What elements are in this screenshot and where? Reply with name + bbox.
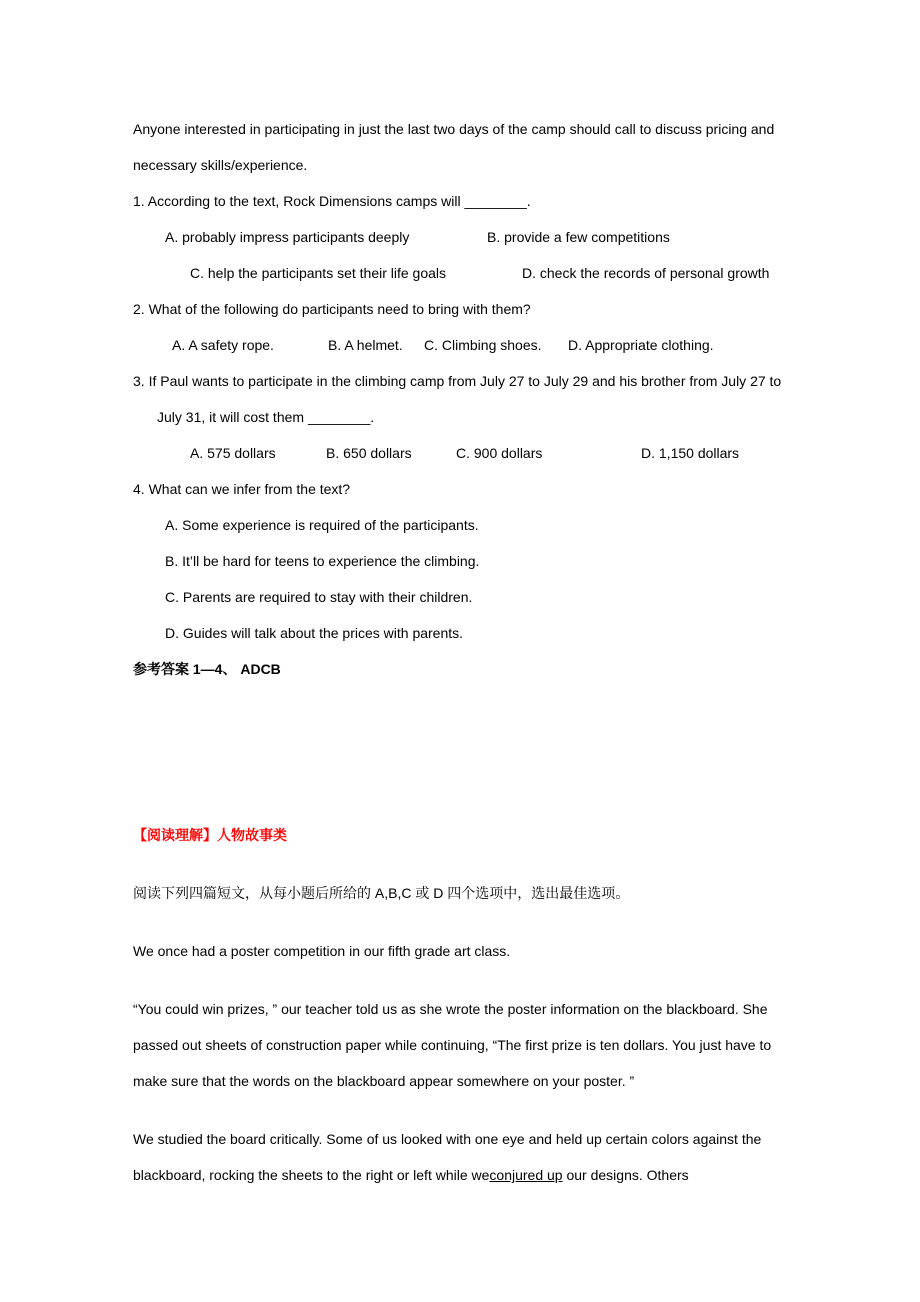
question-1-option-d: D. check the records of personal growth — [522, 265, 770, 281]
question-2-option-a: A. A safety rope. — [172, 337, 274, 353]
question-1-text: 1. According to the text, Rock Dimensions camps will ________. — [133, 193, 531, 209]
question-1-option-a: A. probably impress participants deeply — [165, 229, 410, 245]
paragraph-3-after: our designs. Others — [562, 1167, 689, 1183]
question-2-option-b: B. A helmet. — [328, 337, 403, 353]
answer-key: 参考答案 1—4、 ADCB — [133, 661, 281, 677]
paragraph-1: We once had a poster competition in our fifth grade art class. — [133, 943, 511, 959]
question-2-option-d: D. Appropriate clothing. — [568, 337, 714, 353]
question-3-text: 3. If Paul wants to participate in the climbing camp from July 27 to July 29 and his brother from July 27 to July 31, it will cost them ________. — [133, 373, 782, 425]
paragraph-3-before: We studied the board critically. Some of us looked with one eye and held up certain colors against the blackboard, rocking the sheets to the right or left while we — [133, 1131, 762, 1183]
question-4-option-b: B. It’ll be hard for teens to experience the climbing. — [165, 553, 480, 569]
question-1-options-row-1 — [133, 219, 799, 255]
question-1-options-row-2 — [133, 255, 799, 291]
question-4-option-d: D. Guides will talk about the prices with parents. — [165, 625, 464, 641]
question-2-text: 2. What of the following do participants need to bring with them? — [133, 301, 531, 317]
question-3-options-row — [133, 435, 799, 471]
intro-paragraph: Anyone interested in participating in just the last two days of the camp should call to discuss pricing and necessary skills/experience. — [133, 121, 775, 173]
question-4-option-a: A. Some experience is required of the participants. — [165, 517, 479, 533]
question-1-option-c: C. help the participants set their life goals — [190, 265, 447, 281]
question-1-option-b: B. provide a few competitions — [487, 229, 670, 245]
question-3-option-b: B. 650 dollars — [326, 445, 412, 461]
underlined-phrase: conjured up — [489, 1167, 563, 1183]
question-3-option-d: D. 1,150 dollars — [641, 445, 740, 461]
question-3-option-a: A. 575 dollars — [190, 445, 276, 461]
section-heading: 【阅读理解】人物故事类 — [133, 827, 287, 843]
question-3-option-c: C. 900 dollars — [456, 445, 543, 461]
instructions-line: 阅读下列四篇短文，从每小题后所给的 A,B,C 或 D 四个选项中，选出最佳选项。 — [133, 885, 630, 901]
paragraph-3 — [133, 1121, 799, 1193]
question-4-text: 4. What can we infer from the text? — [133, 481, 351, 497]
question-4-option-c: C. Parents are required to stay with their children. — [165, 589, 473, 605]
question-2-options-row — [133, 327, 799, 363]
paragraph-2: “You could win prizes, ” our teacher told us as she wrote the poster information on the blackboard. She passed out sheets of construction paper while continuing, “The first prize is ten dollars. You just have to make sure that the words on the blackboard appear somewhere on your poster. ” — [133, 1001, 772, 1089]
question-2-option-c: C. Climbing shoes. — [424, 337, 542, 353]
